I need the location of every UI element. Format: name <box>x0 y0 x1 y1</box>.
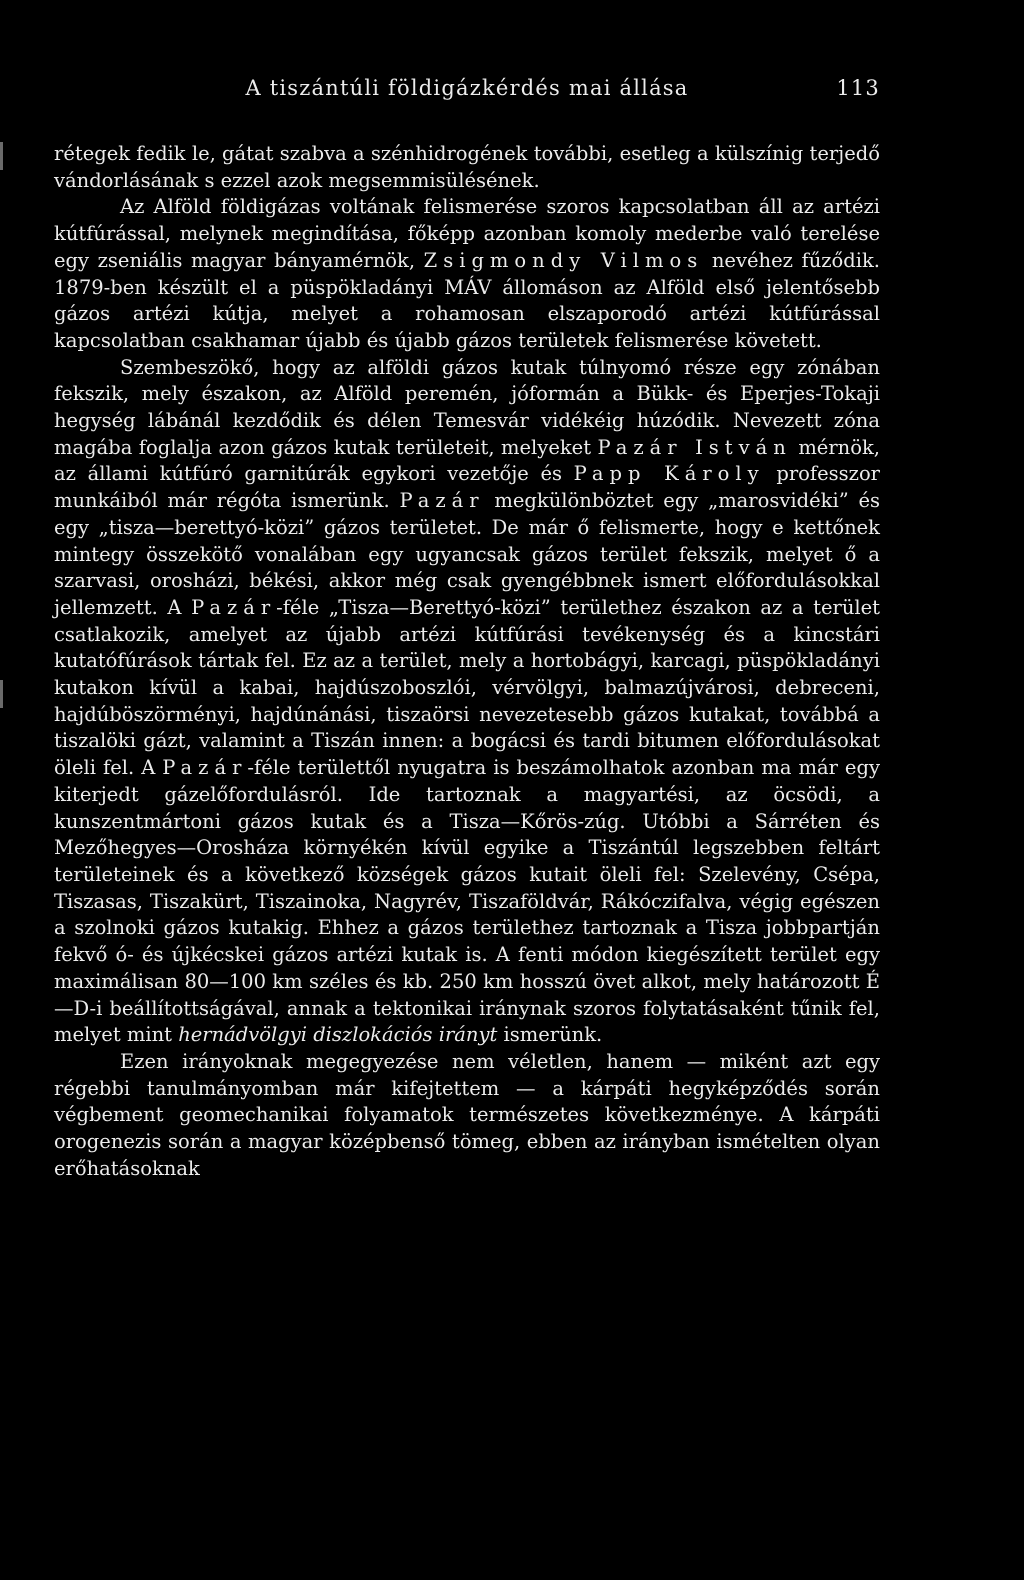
paragraph <box>54 355 880 1049</box>
text-run: rétegek fedik le, gátat szabva a szénhidrogének további, esetleg a külszínig terjedő vándorlásának s ezzel azok megsemmisülésének. <box>54 142 880 192</box>
emphasized-name: Pazár <box>191 595 277 619</box>
emphasized-name: Pazár <box>162 756 248 780</box>
text-run: Szembeszökő, hogy az alföldi gázos kutak túlnyomó része egy zónában fekszik, mely északon, az Alföld peremén, jóformán a Bükk- és Eperjes-Tokaji hegység lábánál kezdődik és délen Temesvár vidékéig húzódik. Nevezett zóna magába foglalja azon gázos kutak területeit, melyeket <box>54 355 880 459</box>
italic-term: hernádvölgyi diszlokációs irányt <box>178 1023 498 1047</box>
text-run: nevéhez fűződik. 1879-ben készült el a püspökladányi MÁV állomáson az Alföld első jelentősebb gázos artézi kútja, melyet a rohamosan elszaporodó artézi kútfúrással kapcsolatban csakhamar újabb és újabb gázos területek felismerése követett. <box>54 248 880 352</box>
emphasized-name: Pazár <box>399 489 485 513</box>
emphasized-name: Papp Károly <box>573 462 765 486</box>
body-text <box>54 141 880 1182</box>
text-run: Ezen irányoknak megegyezése nem véletlen, hanem — miként azt egy régebbi tanulmányomban már kifejtettem — a kárpáti hegyképződés során végbement geomechanikai folyamatok természetes következménye. A kárpáti orogenezis során a magyar középbenső tömeg, ebben az irányban ismételten olyan erőhatásoknak <box>54 1049 880 1180</box>
text-run: ismerünk. <box>497 1023 603 1047</box>
paragraph <box>54 194 880 354</box>
text-run: Az Alföld földigázas voltának felismerése szoros kapcsolatban áll az artézi kútfúrással, melynek megindítása, főképp azonban komoly mederbe való terelése egy zseniális magyar bányamérnök, <box>54 195 880 272</box>
emphasized-name: Pazár István <box>597 435 792 459</box>
paragraph <box>54 1049 880 1183</box>
text-run: -féle „Tisza—Berettyó-közi” területhez északon az a terület csatlakozik, amelyet az újabb artézi kútfúrási tevékenység és a kincstári kutatófúrások tártak fel. Ez az a terület, mely a hortobágyi, karcagi, püspökladányi kutakon kívül a kabai, hajdúszoboszlói, vérvölgyi, balmazújvárosi, debreceni, hajdúböszörményi, hajdúnánási, tiszaörsi nevezetesebb gázos kutakat, továbbá a tiszalöki gázt, valamint a Tiszán innen: a bogácsi és tardi bitumen előfordulásokat öleli fel. A <box>54 595 880 780</box>
emphasized-name: Zsigmondy Vilmos <box>423 248 704 272</box>
paragraph <box>54 141 880 194</box>
page-number: 113 <box>836 76 880 100</box>
text-run: mérnök, az állami kútfúró garnitúrák egykori vezetője és <box>54 435 880 486</box>
left-edge-mark <box>0 142 3 170</box>
text-run: -féle területtől nyugatra is beszámolhatok azonban ma már egy kiterjedt gázelőfordulásról. Ide tartoznak a magyartési, az öcsödi, a kunszentmártoni gázos kutak és a Tisza—Kőrös-zúg. Utóbbi a Sárréten és Mezőhegyes—Orosháza környékén kívül egyike a Tiszántúl legszebben feltárt területeinek és a következő községek gázos kutait öleli fel: Szelevény, Csépa, Tiszasas, Tiszakürt, Tiszainoka, Nagyrév, Tiszaföldvár, Rákóczifalva, végig egészen a szolnoki gázos kutakig. Ehhez a gázos területhez tartoznak a Tisza jobbpartján fekvő ó- és újkécskei gázos artézi kutak is. A fenti módon kiegészített terület egy maximálisan 80—100 km széles és kb. 250 km hosszú övet alkot, mely határozott É—D-i beállítottságával, annak a tektonikai iránynak szoros folytatásaként tűnik fel, melyet mint <box>54 756 880 1047</box>
text-run: megkülönböztet egy „marosvidéki” és egy „tisza—berettyó-közi” gázos területet. De már ő felismerte, hogy e kettőnek mintegy összekötő vonalában egy ugyancsak gázos terület fekszik, melyet ő a szarvasi, orosházi, békési, akkor még csak gyengébbnek ismert előfordulásokkal jellemzett. A <box>54 489 880 619</box>
running-header <box>54 76 880 110</box>
running-title: A tiszántúli földigázkérdés mai állása <box>245 76 689 100</box>
left-edge-mark <box>0 680 3 708</box>
text-run: professzor munkáiból már régóta ismerünk. <box>54 462 881 513</box>
